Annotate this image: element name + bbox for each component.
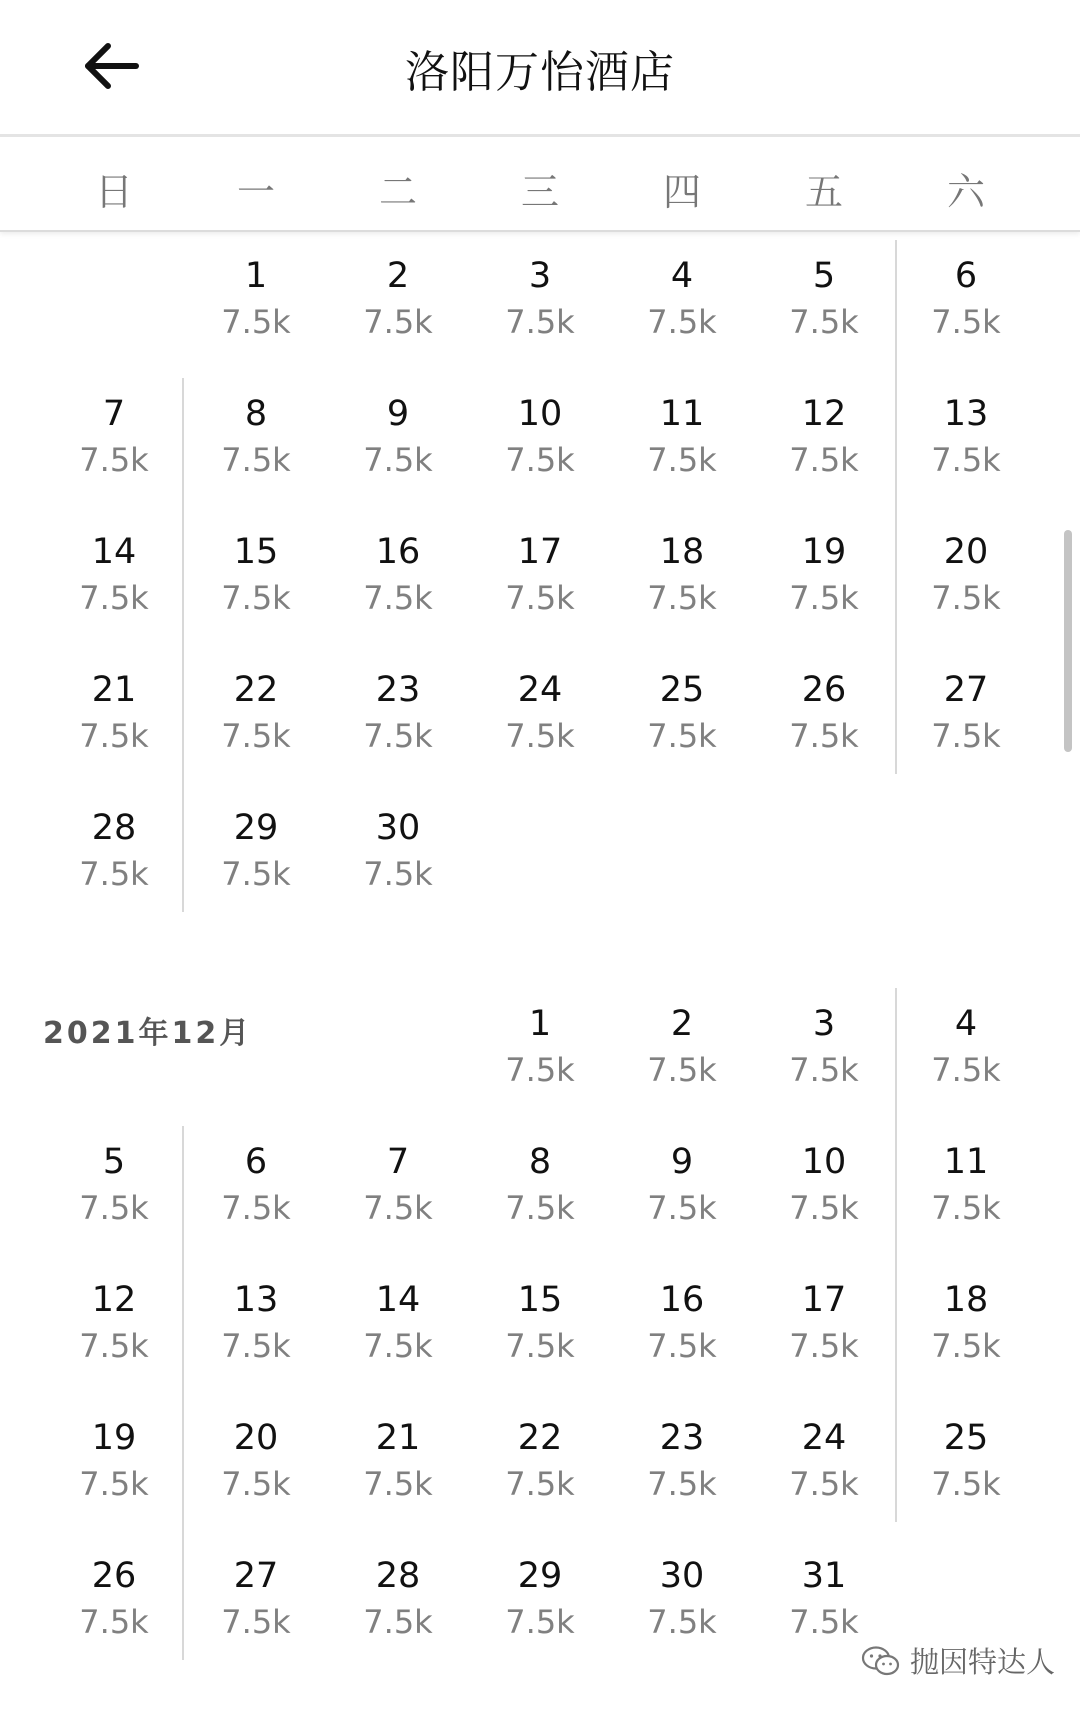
day-number: 21	[91, 670, 137, 710]
calendar-day[interactable]	[611, 1274, 753, 1374]
day-number: 26	[91, 1556, 137, 1596]
day-number: 5	[812, 256, 836, 296]
day-price: 7.5k	[363, 1603, 433, 1641]
weekday-header	[0, 137, 1080, 230]
calendar-day[interactable]	[469, 250, 611, 350]
calendar-day[interactable]	[469, 998, 611, 1098]
calendar-day[interactable]	[895, 1274, 1037, 1374]
day-number: 29	[517, 1556, 563, 1596]
calendar-day[interactable]	[43, 388, 185, 488]
day-price: 7.5k	[505, 1327, 575, 1365]
calendar-day[interactable]	[753, 998, 895, 1098]
day-number: 17	[801, 1280, 847, 1320]
calendar-day[interactable]	[895, 1412, 1037, 1512]
day-price: 7.5k	[363, 1465, 433, 1503]
weekday-sun: 日	[94, 170, 133, 214]
calendar-day[interactable]	[753, 664, 895, 764]
scrollbar-thumb[interactable]	[1064, 530, 1072, 752]
calendar-day[interactable]	[895, 388, 1037, 488]
calendar-day[interactable]	[469, 1136, 611, 1236]
day-price: 7.5k	[79, 1327, 149, 1365]
day-number: 15	[517, 1280, 563, 1320]
calendar-day[interactable]	[611, 1550, 753, 1650]
day-number: 28	[91, 808, 137, 848]
day-price: 7.5k	[931, 1327, 1001, 1365]
day-number: 16	[659, 1280, 705, 1320]
day-price: 7.5k	[505, 303, 575, 341]
weekday-wed: 三	[520, 170, 559, 214]
calendar-day[interactable]	[469, 388, 611, 488]
day-number: 24	[517, 670, 563, 710]
day-number: 4	[670, 256, 694, 296]
day-price: 7.5k	[647, 717, 717, 755]
calendar-day[interactable]	[185, 250, 327, 350]
day-price: 7.5k	[647, 1051, 717, 1089]
day-number: 3	[528, 256, 552, 296]
day-number: 25	[943, 1418, 989, 1458]
calendar-day[interactable]	[469, 1550, 611, 1650]
day-price: 7.5k	[79, 1465, 149, 1503]
day-price: 7.5k	[79, 579, 149, 617]
calendar-scroll-area[interactable]	[0, 230, 1080, 1711]
day-number: 12	[801, 394, 847, 434]
day-price: 7.5k	[79, 1603, 149, 1641]
day-price: 7.5k	[789, 1327, 859, 1365]
day-price: 7.5k	[931, 1189, 1001, 1227]
day-price: 7.5k	[221, 1603, 291, 1641]
weekday-tue: 二	[378, 170, 417, 214]
day-number: 11	[659, 394, 705, 434]
day-number: 25	[659, 670, 705, 710]
day-price: 7.5k	[79, 717, 149, 755]
day-price: 7.5k	[221, 855, 291, 893]
calendar-day[interactable]	[611, 388, 753, 488]
day-number: 18	[943, 1280, 989, 1320]
day-price: 7.5k	[647, 1327, 717, 1365]
calendar-day[interactable]	[753, 526, 895, 626]
weekday-mon: 一	[236, 170, 275, 214]
calendar-day[interactable]	[185, 1550, 327, 1650]
day-number: 1	[528, 1004, 552, 1044]
day-price: 7.5k	[789, 1051, 859, 1089]
calendar-day[interactable]	[43, 1274, 185, 1374]
calendar-day[interactable]	[43, 1550, 185, 1650]
day-price: 7.5k	[647, 579, 717, 617]
day-price: 7.5k	[647, 441, 717, 479]
day-price: 7.5k	[789, 1465, 859, 1503]
day-number: 3	[812, 1004, 836, 1044]
day-price: 7.5k	[363, 1327, 433, 1365]
calendar-day[interactable]	[753, 250, 895, 350]
calendar-day[interactable]	[753, 1412, 895, 1512]
day-number: 8	[528, 1142, 552, 1182]
day-number: 22	[517, 1418, 563, 1458]
day-number: 30	[659, 1556, 705, 1596]
day-number: 6	[954, 256, 978, 296]
week-separator	[182, 378, 184, 912]
day-number: 26	[801, 670, 847, 710]
calendar-day[interactable]	[327, 1136, 469, 1236]
calendar-day[interactable]	[469, 1412, 611, 1512]
day-number: 28	[375, 1556, 421, 1596]
day-price: 7.5k	[647, 1189, 717, 1227]
day-price: 7.5k	[505, 717, 575, 755]
calendar-day[interactable]	[185, 1274, 327, 1374]
day-number: 14	[91, 532, 137, 572]
calendar-day[interactable]	[611, 526, 753, 626]
day-price: 7.5k	[221, 1189, 291, 1227]
day-price: 7.5k	[931, 579, 1001, 617]
day-number: 31	[801, 1556, 847, 1596]
calendar-day[interactable]	[327, 526, 469, 626]
day-price: 7.5k	[363, 441, 433, 479]
day-number: 23	[375, 670, 421, 710]
day-number: 19	[91, 1418, 137, 1458]
day-price: 7.5k	[647, 303, 717, 341]
calendar-day[interactable]	[43, 802, 185, 902]
calendar-day[interactable]	[753, 1136, 895, 1236]
day-number: 11	[943, 1142, 989, 1182]
day-price: 7.5k	[363, 855, 433, 893]
day-price: 7.5k	[789, 1189, 859, 1227]
day-number: 14	[375, 1280, 421, 1320]
day-price: 7.5k	[363, 579, 433, 617]
day-number: 27	[233, 1556, 279, 1596]
calendar-day[interactable]	[895, 250, 1037, 350]
day-number: 4	[954, 1004, 978, 1044]
calendar-day[interactable]	[185, 664, 327, 764]
calendar-day[interactable]	[895, 664, 1037, 764]
day-number: 21	[375, 1418, 421, 1458]
day-price: 7.5k	[363, 1189, 433, 1227]
day-price: 7.5k	[505, 1189, 575, 1227]
calendar-day[interactable]	[611, 1412, 753, 1512]
calendar-day[interactable]	[327, 1412, 469, 1512]
calendar-day[interactable]	[185, 388, 327, 488]
day-number: 12	[91, 1280, 137, 1320]
day-price: 7.5k	[79, 855, 149, 893]
weekday-divider	[0, 230, 1080, 232]
day-number: 13	[943, 394, 989, 434]
calendar-day[interactable]	[753, 388, 895, 488]
day-price: 7.5k	[931, 1051, 1001, 1089]
weekday-fri: 五	[804, 170, 843, 214]
day-price: 7.5k	[931, 441, 1001, 479]
watermark-text: 抛因特达人	[910, 1645, 1056, 1679]
day-price: 7.5k	[931, 717, 1001, 755]
day-number: 23	[659, 1418, 705, 1458]
day-number: 1	[244, 256, 268, 296]
calendar-day[interactable]	[895, 526, 1037, 626]
calendar-day[interactable]	[611, 998, 753, 1098]
day-price: 7.5k	[363, 303, 433, 341]
calendar-day[interactable]	[327, 1274, 469, 1374]
day-price: 7.5k	[505, 1051, 575, 1089]
day-price: 7.5k	[505, 1603, 575, 1641]
calendar-day[interactable]	[43, 664, 185, 764]
day-price: 7.5k	[221, 441, 291, 479]
day-number: 20	[233, 1418, 279, 1458]
day-number: 15	[233, 532, 279, 572]
day-price: 7.5k	[789, 441, 859, 479]
calendar-day[interactable]	[185, 1136, 327, 1236]
day-number: 27	[943, 670, 989, 710]
calendar-day[interactable]	[43, 1136, 185, 1236]
calendar-day[interactable]	[469, 526, 611, 626]
calendar-day[interactable]	[895, 1136, 1037, 1236]
day-price: 7.5k	[221, 717, 291, 755]
day-price: 7.5k	[505, 1465, 575, 1503]
week-separator	[895, 988, 897, 1522]
calendar-day[interactable]	[327, 802, 469, 902]
day-price: 7.5k	[931, 303, 1001, 341]
wechat-icon	[860, 1644, 902, 1678]
week-separator	[895, 240, 897, 774]
day-price: 7.5k	[789, 1603, 859, 1641]
day-price: 7.5k	[789, 717, 859, 755]
day-price: 7.5k	[79, 441, 149, 479]
day-number: 9	[670, 1142, 694, 1182]
day-number: 7	[102, 394, 126, 434]
day-number: 9	[386, 394, 410, 434]
day-number: 13	[233, 1280, 279, 1320]
weekday-thu: 四	[662, 170, 701, 214]
watermark	[860, 1640, 1055, 1681]
page-title: 洛阳万怡酒店	[405, 47, 675, 98]
day-number: 29	[233, 808, 279, 848]
day-price: 7.5k	[505, 441, 575, 479]
day-number: 6	[244, 1142, 268, 1182]
day-price: 7.5k	[789, 579, 859, 617]
day-number: 16	[375, 532, 421, 572]
day-price: 7.5k	[505, 579, 575, 617]
calendar-day[interactable]	[185, 526, 327, 626]
month-label: 2021年12月	[43, 1016, 253, 1051]
day-price: 7.5k	[79, 1189, 149, 1227]
day-number: 22	[233, 670, 279, 710]
day-number: 2	[386, 256, 410, 296]
calendar-day[interactable]	[753, 1274, 895, 1374]
calendar-day[interactable]	[895, 998, 1037, 1098]
day-number: 17	[517, 532, 563, 572]
calendar-day[interactable]	[611, 664, 753, 764]
calendar-day[interactable]	[469, 1274, 611, 1374]
day-number: 30	[375, 808, 421, 848]
calendar-day[interactable]	[611, 1136, 753, 1236]
day-price: 7.5k	[221, 1327, 291, 1365]
calendar-day[interactable]	[185, 802, 327, 902]
day-price: 7.5k	[647, 1603, 717, 1641]
day-number: 10	[517, 394, 563, 434]
day-price: 7.5k	[647, 1465, 717, 1503]
day-number: 10	[801, 1142, 847, 1182]
day-price: 7.5k	[363, 717, 433, 755]
app-header	[0, 0, 1080, 136]
day-price: 7.5k	[221, 303, 291, 341]
calendar-day[interactable]	[611, 250, 753, 350]
day-number: 2	[670, 1004, 694, 1044]
day-number: 18	[659, 532, 705, 572]
calendar-day[interactable]	[327, 1550, 469, 1650]
day-number: 5	[102, 1142, 126, 1182]
day-number: 19	[801, 532, 847, 572]
day-price: 7.5k	[221, 579, 291, 617]
day-number: 20	[943, 532, 989, 572]
calendar-day[interactable]	[327, 250, 469, 350]
day-number: 7	[386, 1142, 410, 1182]
calendar-day[interactable]	[185, 1412, 327, 1512]
day-number: 8	[244, 394, 268, 434]
calendar-day[interactable]	[43, 1412, 185, 1512]
week-separator	[182, 1126, 184, 1660]
weekday-sat: 六	[946, 170, 985, 214]
calendar-day[interactable]	[327, 388, 469, 488]
day-price: 7.5k	[931, 1465, 1001, 1503]
calendar-day[interactable]	[43, 526, 185, 626]
day-price: 7.5k	[789, 303, 859, 341]
calendar-day[interactable]	[753, 1550, 895, 1650]
day-number: 24	[801, 1418, 847, 1458]
day-price: 7.5k	[221, 1465, 291, 1503]
calendar-day[interactable]	[327, 664, 469, 764]
calendar-day[interactable]	[469, 664, 611, 764]
